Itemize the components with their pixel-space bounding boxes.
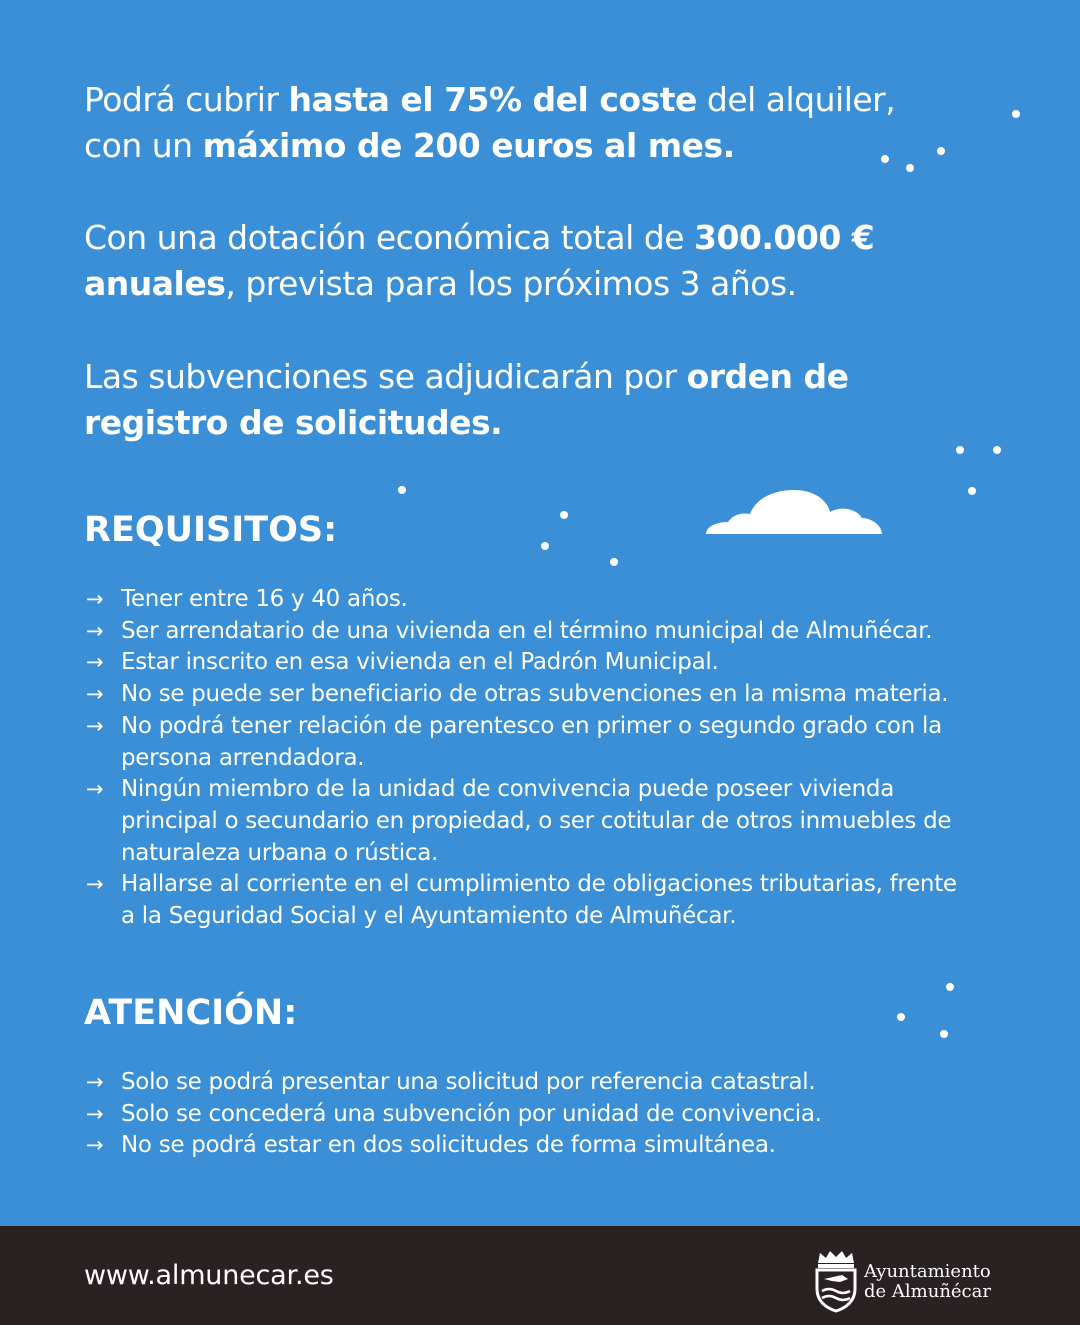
requisitos-item-text: a la Seguridad Social y el Ayuntamiento de Almuñécar. [121,903,737,930]
atencion-item-text: Solo se concederá una subvención por unidad de convivencia. [121,1100,822,1127]
requisitos-item [86,711,1031,774]
requisitos-item [86,584,1031,616]
requisitos-item [86,647,1031,679]
crest-icon [812,1249,860,1313]
intro-text-segment: hasta el 75% del coste [288,80,697,119]
intro-text-segment: registro de solicitudes. [84,403,503,442]
requisitos-item-text: Ningún miembro de la unidad de convivencia puede poseer vivienda [121,776,894,803]
arrow-right-icon: → [86,777,104,802]
requisitos-item-text: Estar inscrito en esa vivienda en el Padrón Municipal. [121,649,719,676]
requisitos-item-text: Ser arrendatario de una vivienda en el término municipal de Almuñécar. [121,617,933,644]
star-dot [906,164,914,172]
star-dot [937,147,945,155]
website-link[interactable]: www.almunecar.es [84,1260,334,1291]
star-dot [560,511,568,519]
star-dot [956,446,964,454]
star-dot [541,542,549,550]
arrow-right-icon: → [86,1070,104,1094]
org-name-line2: de Almuñécar [864,1281,991,1302]
arrow-right-icon: → [86,682,104,707]
cloud-icon [704,488,884,536]
atencion-item-text: Solo se podrá presentar una solicitud por referencia catastral. [121,1069,816,1095]
intro-text-segment: Con una dotación económica total de [84,218,694,257]
arrow-right-icon: → [86,1101,104,1126]
intro-text-segment: Podrá cubrir [84,80,289,119]
atencion-item-text: No se podrá estar en dos solicitudes de forma simultánea. [121,1132,776,1159]
requisitos-item-text: Tener entre 16 y 40 años. [121,586,408,612]
footer [0,1226,1080,1325]
arrow-right-icon: → [86,650,104,675]
requisitos-item-text: persona arrendadora. [121,744,365,771]
requisitos-item [86,679,1031,711]
intro-text-segment: anuales [84,264,226,303]
requisitos-heading: REQUISITOS: [84,510,338,550]
org-name-line1: Ayuntamiento [864,1261,991,1282]
star-dot [946,983,954,991]
requisitos-item-text: naturaleza urbana o rústica. [121,839,439,866]
arrow-right-icon: → [86,1133,104,1158]
atencion-heading: ATENCIÓN: [84,993,298,1033]
arrow-right-icon: → [86,587,104,611]
atencion-item [86,1099,1031,1131]
star-dot [881,155,889,163]
intro-text-segment: Las subvenciones se adjudicarán por [84,357,687,396]
star-dot [1012,110,1020,118]
intro-text-segment: 300.000 € [693,218,875,257]
requisitos-item [86,869,1031,932]
org-name [864,1262,991,1302]
intro-budget [84,215,984,307]
requisitos-item [86,616,1031,648]
intro-text-segment: , prevista para los próximos 3 años. [225,264,797,303]
intro-text-segment: del alquiler, [696,80,896,119]
requisitos-item [86,774,1031,869]
star-dot [610,558,618,566]
requisitos-item-text: Hallarse al corriente en el cumplimiento de obligaciones tributarias, frente [121,871,957,898]
atencion-list [86,1067,1031,1162]
star-dot [993,446,1001,454]
arrow-right-icon: → [86,618,104,643]
atencion-item [86,1067,1031,1099]
requisitos-item-text: principal o secundario en propiedad, o ser cotitular de otros inmuebles de [121,807,952,834]
intro-award-order [84,354,984,446]
star-dot [398,486,406,494]
star-dot [968,487,976,495]
intro-coverage [84,77,984,169]
star-dot [897,1013,905,1021]
intro-text-segment: orden de [686,357,849,396]
requisitos-list [86,584,1031,933]
intro-text-segment: con un [84,126,203,165]
requisitos-item-text: No se puede ser beneficiario de otras subvenciones en la misma materia. [121,681,949,708]
star-dot [940,1030,948,1038]
arrow-right-icon: → [86,872,104,897]
requisitos-item-text: No podrá tener relación de parentesco en primer o segundo grado con la [121,712,942,739]
arrow-right-icon: → [86,713,104,738]
intro-text-segment: máximo de 200 euros al mes. [202,126,735,165]
atencion-item [86,1130,1031,1162]
